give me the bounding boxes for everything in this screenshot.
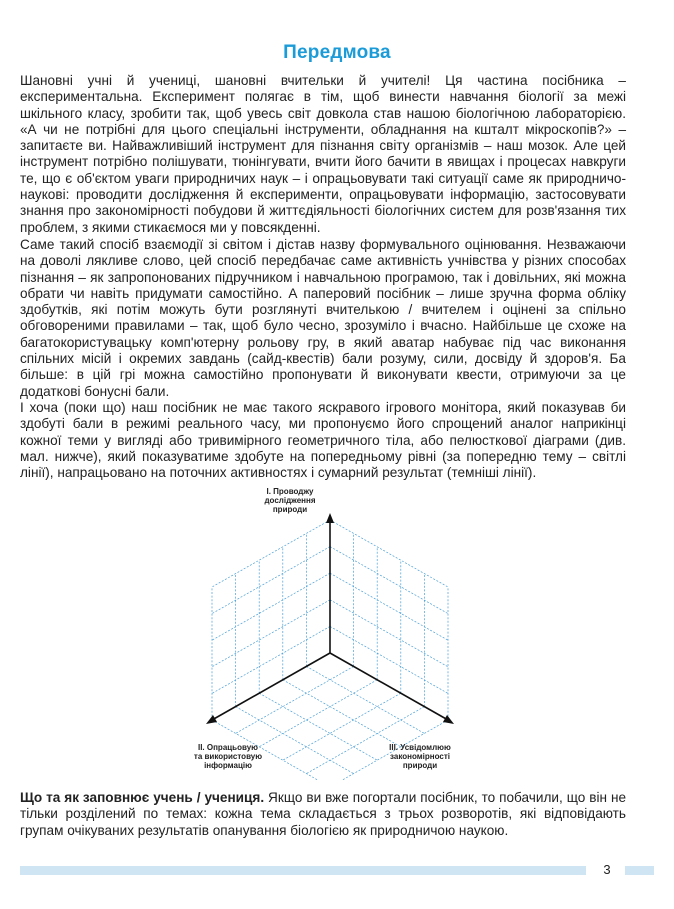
paragraph-closing — [20, 790, 626, 839]
svg-text:та використовую: та використовую — [193, 752, 263, 761]
axis-arrow-1 — [326, 513, 334, 523]
axis-arrow-3 — [443, 715, 454, 724]
closing-heading: Що та як заповнює учень / учениця. — [20, 790, 265, 805]
grid-line-bottom-face — [259, 693, 377, 760]
axis-label-1 — [264, 487, 315, 514]
svg-text:II. Опрацьовую: II. Опрацьовую — [197, 743, 259, 752]
paragraph-intro: Шановні учні й учениці, шановні вчительки й учителі! Ця частина посібника – експериментальна. Експеримент полягає в тім, щоб винести навчання біології за межі шкільного класу, зробити так, щоб увесь світ довкола став нашою біологічною лабораторією. «А чи не потрібні для цього спеціальні інструменти, обладнання на кшталт мікроскопів?» – запитаєте ви. Найважливіший інструмент для пізнання світу організмів – наш мозок. Але цей інструмент потрібно полішувати, тюнінгувати, вчити його бачити в явищах і процесах навкруги те, що є об'єктом уваги природничих наук – і опрацьовувати такі ситуації саме як природничо-наукові: проводити дослідження й експерименти, опрацьовувати інформацію, застосовувати знання про закономірності побудови й життєдіяльності біологічних систем для розв'язання тих проблем, з якими стикаємося ми у повсякденні. — [20, 73, 626, 235]
axis-label-2 — [194, 743, 262, 770]
grid-line-right-face — [330, 547, 448, 614]
footer-bar-right — [625, 866, 654, 875]
svg-text:дослідження: дослідження — [264, 496, 316, 505]
grid-line-bottom-face — [283, 680, 401, 747]
svg-text:природи: природи — [402, 761, 438, 770]
grid-line-bottom-face — [259, 680, 377, 747]
svg-text:I. Проводжу: I. Проводжу — [266, 487, 314, 496]
grid-line-right-face — [330, 626, 448, 693]
grid-line-bottom-face — [306, 666, 424, 733]
grid-line-bottom-face — [236, 666, 354, 733]
footer-bar-left — [20, 866, 586, 875]
svg-text:інформацію: інформацію — [204, 761, 252, 770]
svg-text:III. Усвідомлюю: III. Усвідомлюю — [389, 743, 451, 752]
closing-text: Якщо ви вже погортали посібник, то побачили, що він не тільки розділений по темах: кожна тема складається з трьох розворотів, які відповідають групам очікуваних результатів опанування біологією як природничою наукою. — [20, 790, 627, 838]
axis-label-3 — [389, 743, 451, 770]
grid-line-left-face — [212, 626, 330, 693]
paragraph-assessment: Саме такий спосіб взаємодії зі світом і дістав назву формувального оцінювання. Незважаючи на доволі лякливе слово, цей спосіб передбачає саме активність учнівства у різних способах пізнання – як запропонованих підручником і навчальною програмою, так і довільних, які можна обрати чи навіть придумати самостійно. А паперовий посібник – лише зручна форма обліку здобутків, які потім можуть бути розглянуті вчителькою / вчителем і оцінені за спільно обговореними правилами – так, щоб було чесно, зрозуміло і вчасно. Найбільше це схоже на багатокористувацьку комп'ютерну рольову гру, в який аватар набуває під час виконання спільних місій і окремих завдань (сайд-квестів) бали розуму, сили, досвіду й здоров'я. Ба більше: в цій грі можна самостійно пропонувати й виконувати квести, отримуючи за це додаткові бонусні бали. — [20, 237, 626, 399]
page-number: 3 — [603, 862, 611, 877]
paragraph-monitor: І хоча (поки що) наш посібник не має такого яскравого ігрового монітора, який показував би здобуті бали в режимі реального часу, ми пропонуємо його спрощений аналог наприкінці кожної теми у вигляді або тривимірного геометричного тіла, або пелюсткової діаграми (див. мал. нижче), який показуватиме здобуте на попередньому рівні (за попередню тему – світлі лінії), напрацьовано на поточних активностях і сумарний результат (темніші лінії). — [20, 400, 626, 481]
axis-arrow-2 — [206, 715, 217, 724]
svg-text:природи: природи — [272, 505, 308, 514]
grid-line-left-face — [212, 520, 330, 587]
grid-line-left-face — [212, 573, 330, 640]
grid-line-right-face — [330, 600, 448, 667]
axis-line-3 — [330, 653, 448, 720]
grid-line-right-face — [330, 573, 448, 640]
grid-line-bottom-face — [283, 693, 401, 760]
axis-line-2 — [212, 653, 330, 720]
grid-line-bottom-face — [236, 707, 354, 774]
cube-diagram — [190, 480, 480, 780]
grid-line-right-face — [330, 520, 448, 587]
svg-text:закономірності: закономірності — [390, 752, 450, 761]
grid-line-left-face — [212, 600, 330, 667]
page-title: Передмова — [283, 42, 391, 63]
grid-line-left-face — [212, 547, 330, 614]
